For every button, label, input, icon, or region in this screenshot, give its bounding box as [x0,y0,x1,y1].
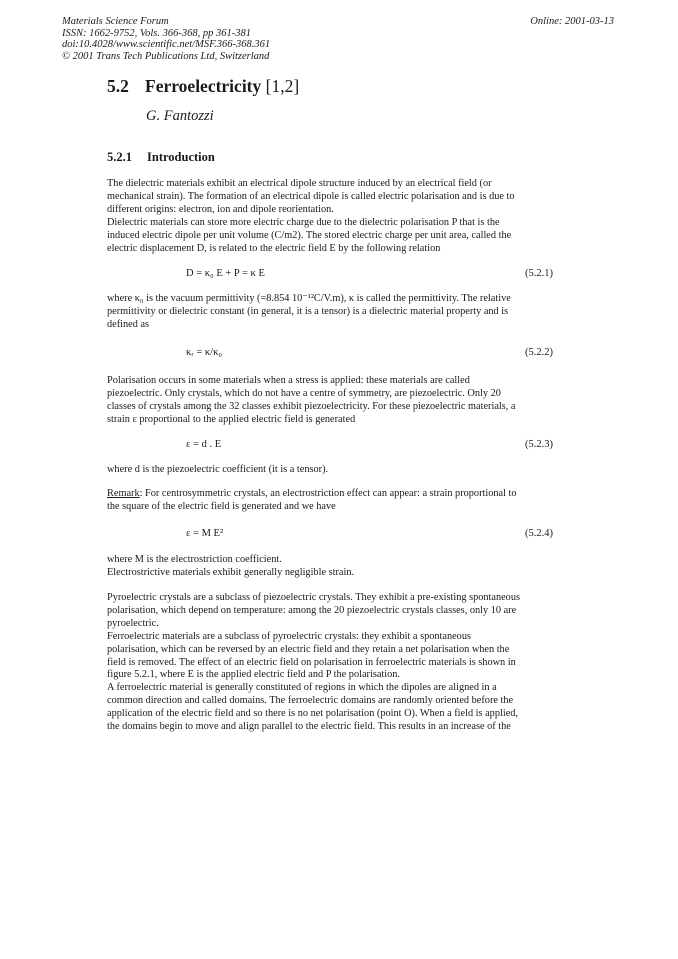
journal-name: Materials Science Forum [62,16,169,27]
text-line: The dielectric materials exhibit an electrical dipole structure induced by an electrical field (or [107,178,492,189]
text-line: where M is the electrostriction coefficient. [107,554,282,565]
equation-text: D = κ₀ E + P = κ E [186,268,265,279]
text-line: Pyroelectric crystals are a subclass of piezoelectric crystals. They exhibit a pre-existing spontaneous [107,592,520,603]
text-line: common direction and called domains. The ferroelectric domains are randomly oriented before the [107,695,514,707]
text-line: polarisation, which can be reversed by an electric field and they retain a net polarisation when the [107,643,510,655]
doi-link[interactable]: doi:10.4028/www.scientific.net/MSF.366-368.361 [62,39,271,50]
remark-label: Remark [107,488,140,499]
text-line: defined as [107,318,150,330]
paragraph-2 [107,293,553,332]
text-line: field is removed. The effect of an electric field on polarisation in ferroelectric materials is shown in [107,656,516,668]
paragraph-6 [107,554,553,580]
text-line: Electrostrictive materials exhibit generally negligible strain. [107,566,355,578]
author-name: G. Fantozzi [146,108,214,124]
text-line: mechanical strain). The formation of an electrical dipole is called electric polarisation and is due to [107,190,515,202]
equation-number: (5.2.3) [525,439,553,450]
section-number: 5.2 [107,76,129,96]
equation-text: κᵣ = κ/κ₀ [186,347,223,358]
text-line: application of the electric field and so there is no net polarisation (point O). When a field is applied, [107,708,518,720]
text-line: the domains begin to move and align parallel to the electric field. This results in an increase of the [107,721,511,733]
equation-5-2-4 [186,528,553,539]
text-line: classes of crystals among the 32 classes exhibit piezoelectricity. For these piezoelectric materials, a [107,400,516,412]
section-references: [1,2] [265,76,300,96]
paragraph-4 [107,464,553,477]
text-line: A ferroelectric material is generally constituted of regions in which the dipoles are aligned in a [107,682,497,694]
section-title-text: Ferroelectricity [145,76,262,96]
paragraph-3 [107,375,553,427]
subsection-title [107,150,215,165]
equation-5-2-3 [186,439,553,450]
equation-5-2-1 [186,268,553,279]
issn-line: ISSN: 1662-9752, Vols. 366-368, pp 361-381 [62,27,251,39]
text-line: different origins: electron, ion and dipole reorientation. [107,203,334,215]
equation-text: ε = M E² [186,528,224,539]
text-line: piezoelectric. Only crystals, which do not have a centre of symmetry, are piezoelectric. Only 20 [107,387,501,399]
text-line: polarisation, which depend on temperature: among the 20 piezoelectric crystals classes, only 10 are [107,604,517,616]
equation-5-2-2 [186,347,553,358]
text-line: : For centrosymmetric crystals, an electrostriction effect can appear: a strain proportional to [139,488,517,499]
text-line: strain ε proportional to the applied electric field is generated [107,413,356,425]
equation-text: ε = d . E [186,439,222,450]
text-line: figure 5.2.1, where E is the applied electric field and P the polarisation. [107,669,400,681]
subsection-title-text: Introduction [147,150,215,164]
equation-number: (5.2.4) [525,528,553,539]
text-line: Ferroelectric materials are a subclass of pyroelectric crystals: they exhibit a spontaneous [107,630,471,642]
copyright-line: © 2001 Trans Tech Publications Ltd, Switzerland [62,50,270,62]
online-date: Online: 2001-03-13 [530,16,614,27]
publication-header [62,16,270,62]
text-line: electric displacement D, is related to the electric field E by the following relation [107,242,441,254]
paragraph-7 [107,592,553,734]
text-line: the square of the electric field is generated and we have [107,500,336,512]
subsection-number: 5.2.1 [107,150,132,164]
text-line: Polarisation occurs in some materials when a stress is applied: these materials are called [107,375,470,386]
remark-paragraph [107,488,553,514]
paragraph-1 [107,178,553,255]
equation-number: (5.2.2) [525,347,553,358]
section-title [107,76,299,97]
text-line: permittivity or dielectric constant (in general, it is a tensor) is a dielectric material property and is [107,305,509,317]
text-line: where d is the piezoelectric coefficient (it is a tensor). [107,464,329,475]
text-line: where κ₀ is the vacuum permittivity (=8.854 10⁻¹²C/V.m), κ is called the permittivity. The relative [107,293,511,304]
text-line: induced electric dipole per unit volume (C/m2). The stored electric charge per unit area, called the [107,229,512,241]
text-line: Dielectric materials can store more electric charge due to the dielectric polarisation P that is the [107,216,500,228]
text-line: pyroelectric. [107,617,159,629]
equation-number: (5.2.1) [525,268,553,279]
